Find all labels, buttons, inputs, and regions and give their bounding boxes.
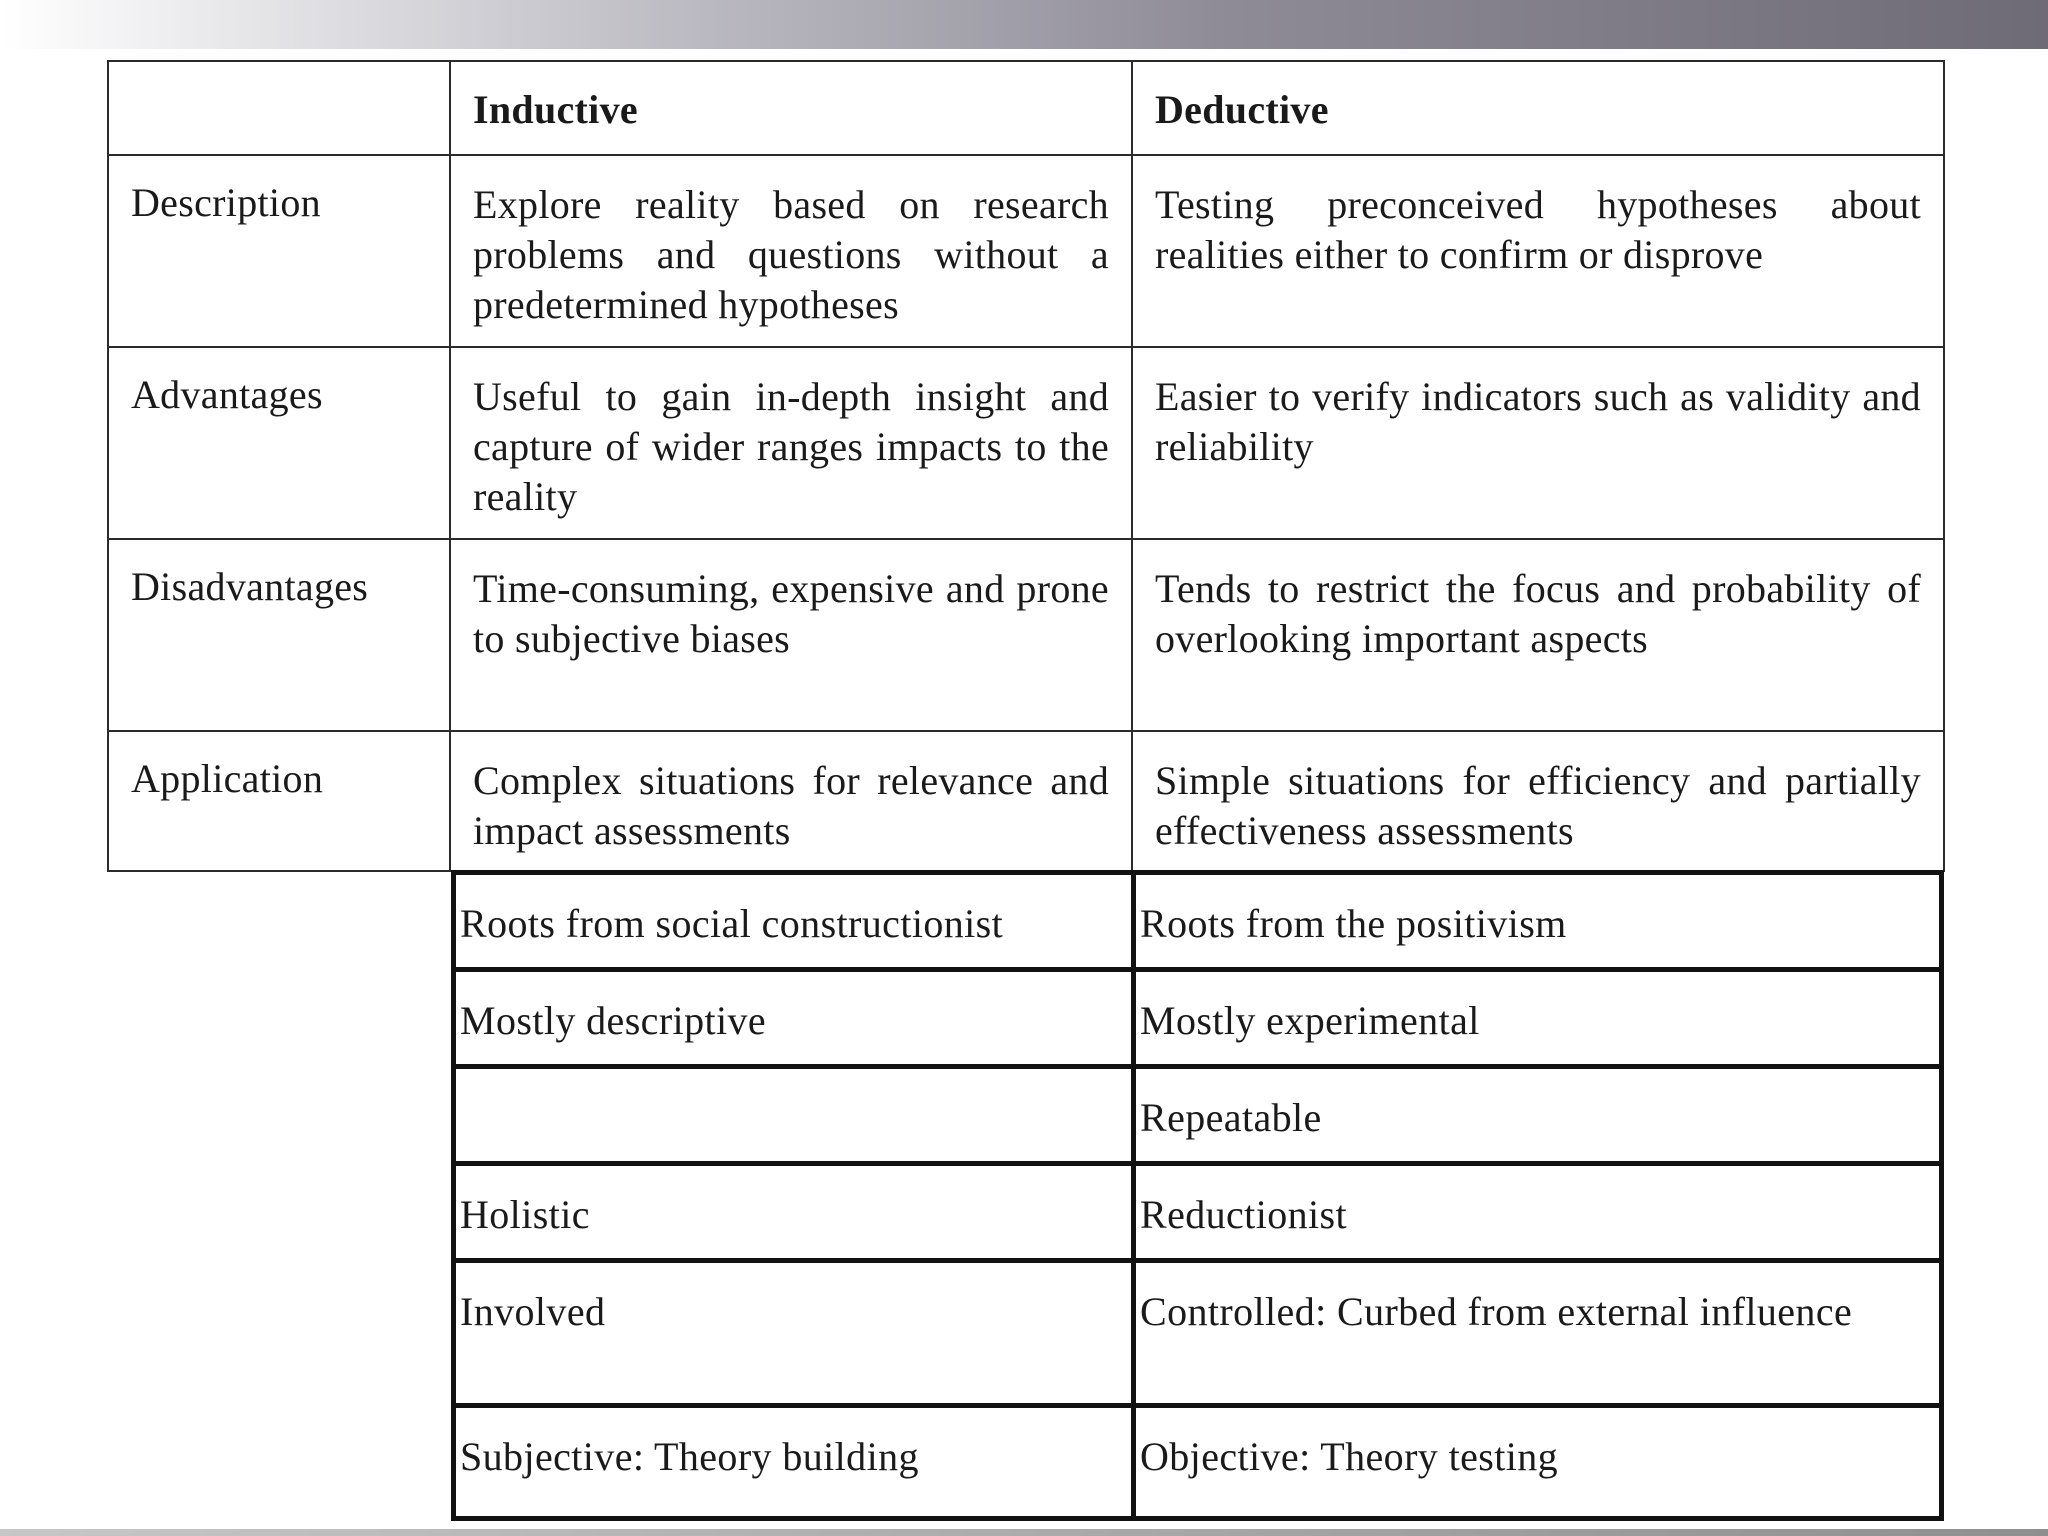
table-row bbox=[454, 1406, 1942, 1519]
inductive-cell: Holistic bbox=[454, 1164, 1134, 1261]
deductive-advantages-cell: Easier to verify indicators such as validity and reliability bbox=[1132, 347, 1944, 539]
row-label-description: Description bbox=[108, 155, 450, 347]
row-label-application: Application bbox=[108, 731, 450, 871]
inductive-cell bbox=[454, 1067, 1134, 1164]
deductive-cell: Reductionist bbox=[1134, 1164, 1942, 1261]
inductive-cell: Involved bbox=[454, 1261, 1134, 1406]
table-row bbox=[454, 1067, 1942, 1164]
inductive-advantages-cell: Useful to gain in-depth insight and capture of wider ranges impacts to the reality bbox=[450, 347, 1132, 539]
comparison-table bbox=[107, 60, 1945, 872]
deductive-cell: Mostly experimental bbox=[1134, 970, 1942, 1067]
header-cell-inductive: Inductive bbox=[450, 61, 1132, 155]
inductive-cell: Roots from social constructionist bbox=[454, 873, 1134, 970]
header-cell-empty bbox=[108, 61, 450, 155]
row-label-advantages: Advantages bbox=[108, 347, 450, 539]
deductive-disadvantages-cell: Tends to restrict the focus and probability of overlooking important aspects bbox=[1132, 539, 1944, 731]
inductive-cell: Subjective: Theory building bbox=[454, 1406, 1134, 1519]
deductive-description-cell: Testing preconceived hypotheses about realities either to confirm or disprove bbox=[1132, 155, 1944, 347]
inductive-application-cell: Complex situations for relevance and impact assessments bbox=[450, 731, 1132, 871]
inductive-disadvantages-cell: Time-consuming, expensive and prone to subjective biases bbox=[450, 539, 1132, 731]
supplementary-comparison-table bbox=[451, 870, 1944, 1521]
deductive-cell: Objective: Theory testing bbox=[1134, 1406, 1942, 1519]
slide-header-bar bbox=[0, 0, 2048, 49]
table-header-row bbox=[108, 61, 1944, 155]
row-label-disadvantages: Disadvantages bbox=[108, 539, 450, 731]
table-row bbox=[454, 873, 1942, 970]
deductive-cell: Roots from the positivism bbox=[1134, 873, 1942, 970]
deductive-cell: Controlled: Curbed from external influence bbox=[1134, 1261, 1942, 1406]
table-row bbox=[108, 347, 1944, 539]
deductive-cell: Repeatable bbox=[1134, 1067, 1942, 1164]
table-row bbox=[454, 1261, 1942, 1406]
deductive-application-cell: Simple situations for efficiency and partially effectiveness assessments bbox=[1132, 731, 1944, 871]
table-row bbox=[108, 731, 1944, 871]
table-row bbox=[454, 1164, 1942, 1261]
inductive-cell: Mostly descriptive bbox=[454, 970, 1134, 1067]
table-row bbox=[454, 970, 1942, 1067]
inductive-description-cell: Explore reality based on research problems and questions without a predetermined hypotheses bbox=[450, 155, 1132, 347]
table-row bbox=[108, 539, 1944, 731]
slide-footer-line bbox=[0, 1529, 2048, 1536]
table-row bbox=[108, 155, 1944, 347]
header-cell-deductive: Deductive bbox=[1132, 61, 1944, 155]
